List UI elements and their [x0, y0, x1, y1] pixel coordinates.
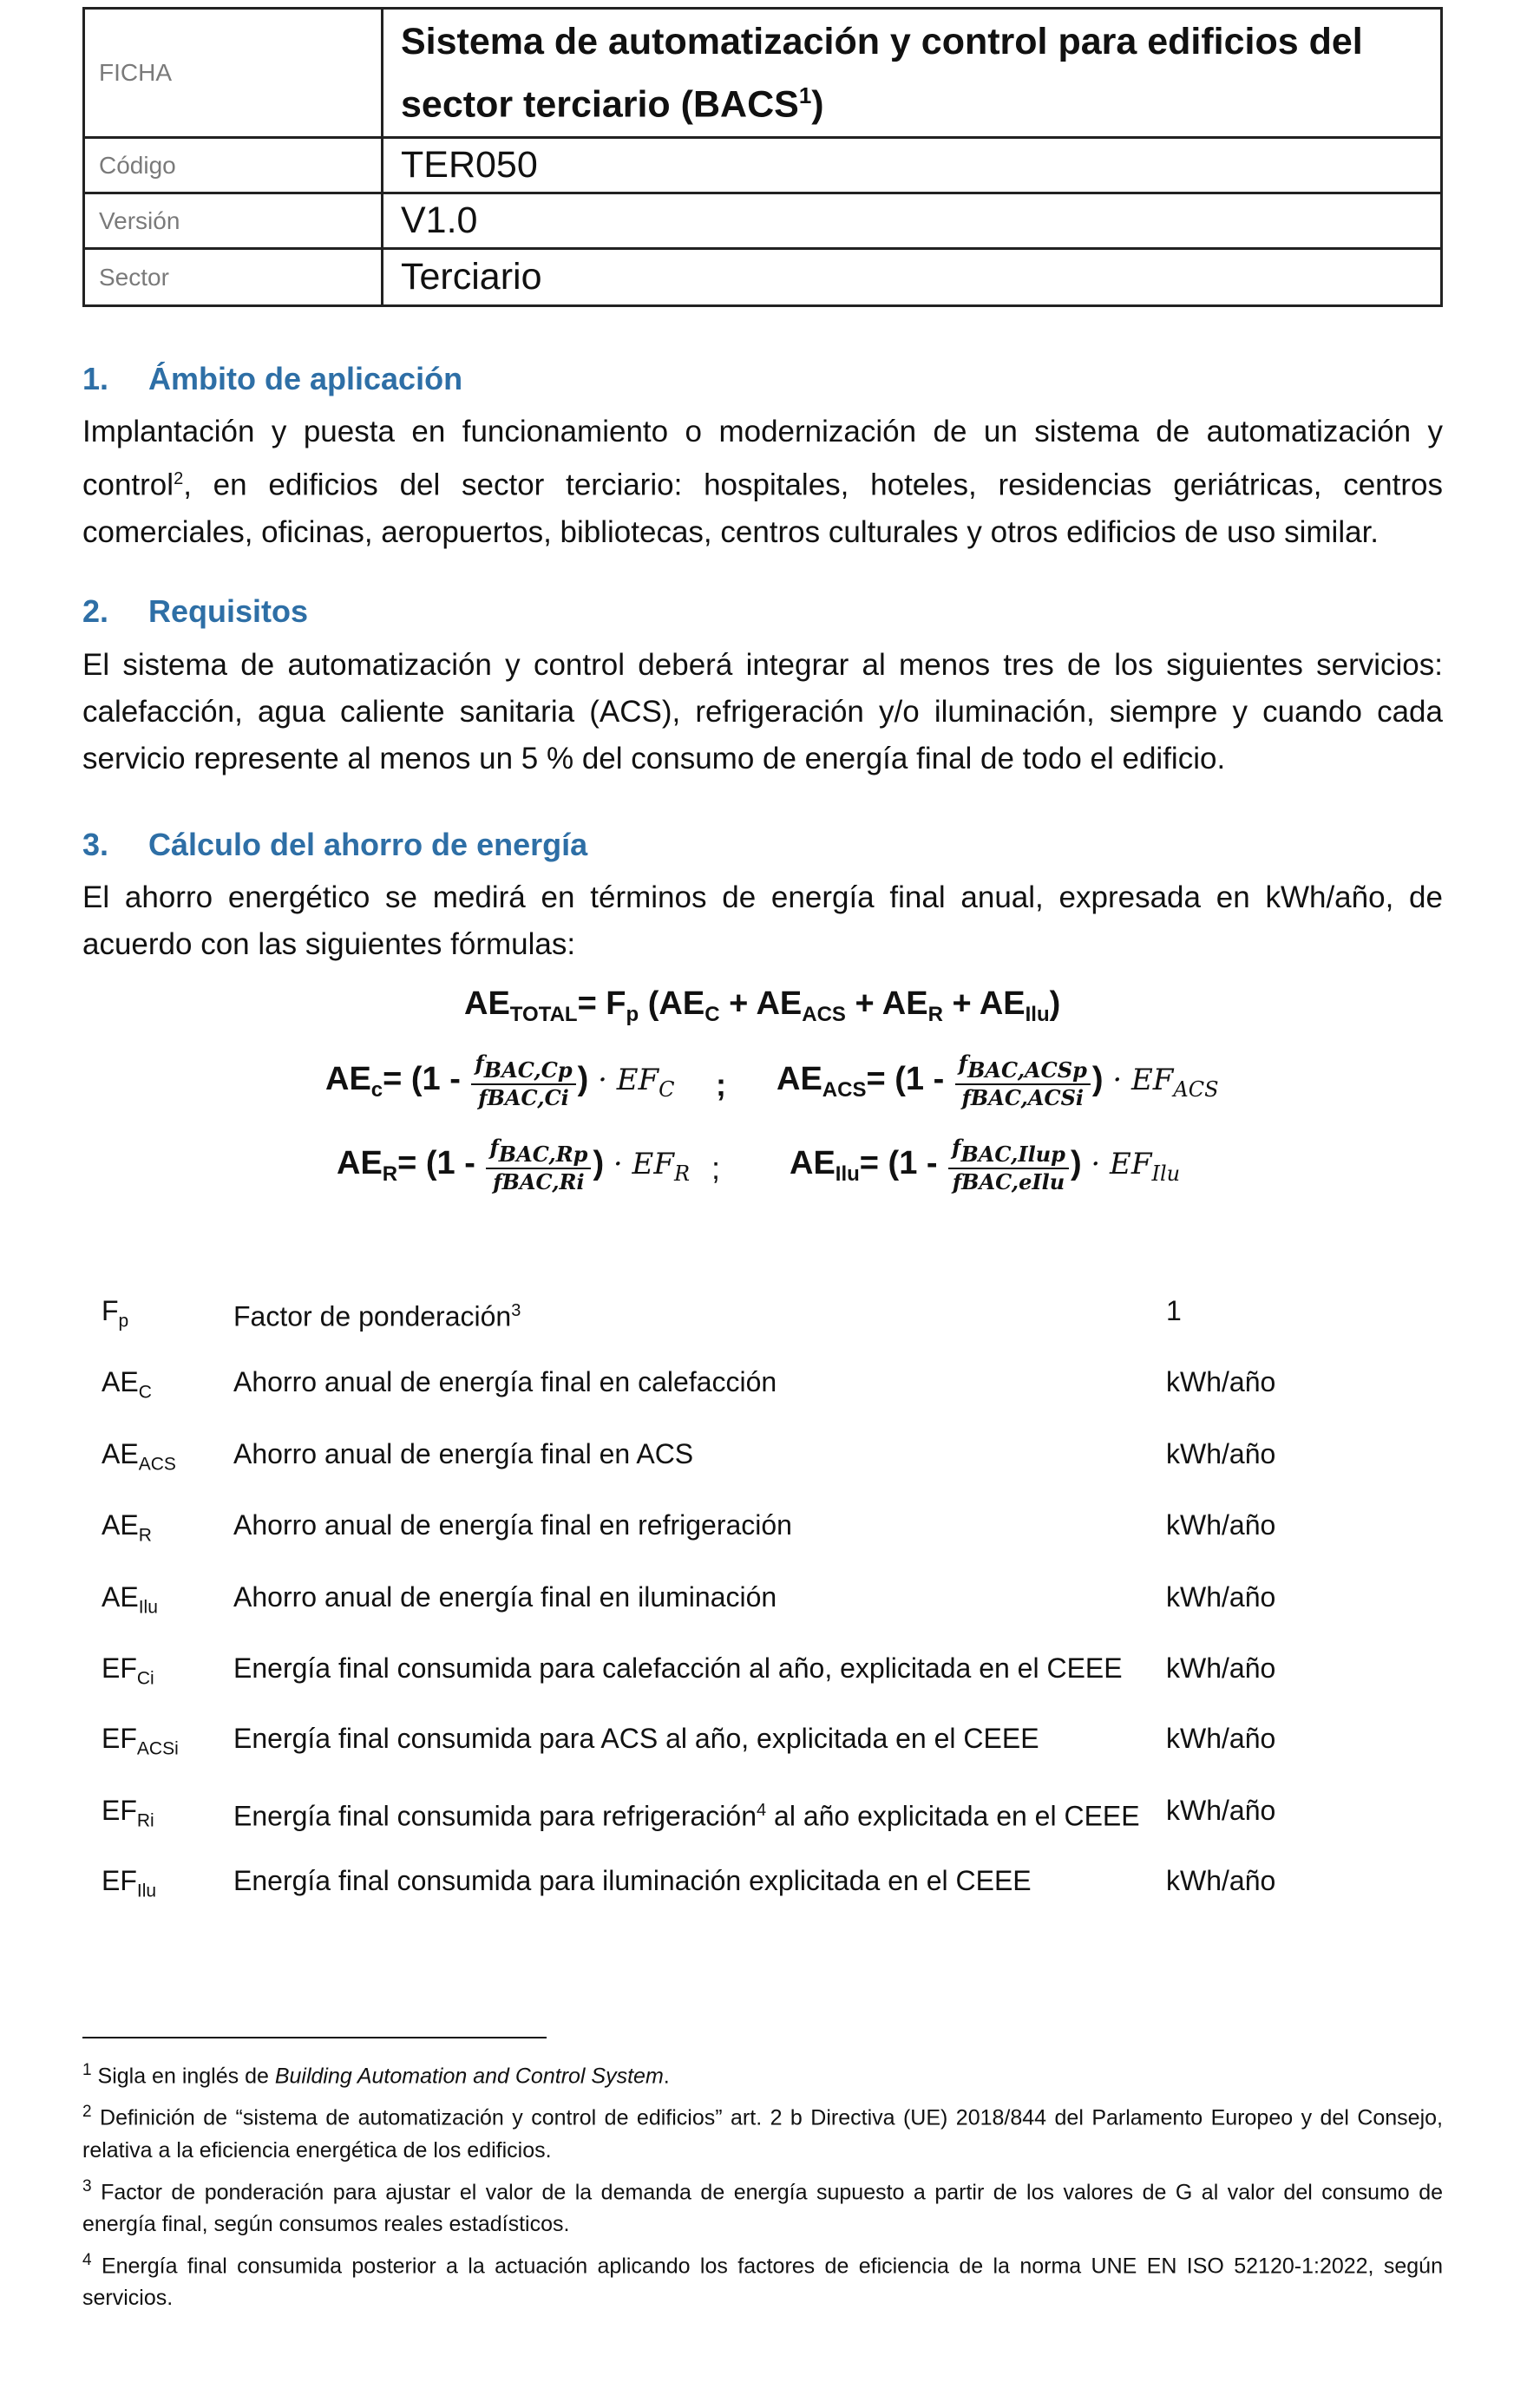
section-1-text: Implantación y puesta en funcionamiento o modernización de un sistema de automatización y control$^2$, en edificios del sector terciario: hospitales, hoteles, residencias geriátricas, centros comerciales, oficinas, aeropuertos, bibliotecas, centros culturales y otros edificios de uso similar.	[82, 415, 1443, 549]
footnote-2: $^2$ Definición de “sistema de automatización y control de edificios” art. 2 b Directiva (UE) 2018/844 del Parlamento Europeo y del Consejo, relativa a la eficiencia energética de los edificios.	[82, 2103, 1443, 2163]
section-1-heading: 1. Ámbito de aplicación	[82, 361, 463, 396]
footnote-separator	[82, 2037, 547, 2038]
section-3-text: El ahorro energético se medirá en términos de energía final anual, expresada en kWh/año, de acuerdo con las siguientes fórmulas:	[82, 880, 1443, 961]
ficha-table	[82, 7, 1443, 307]
list-item: $AE_C$ Ahorro anual de energía final en calefacción kWh/año	[102, 1366, 1276, 1403]
list-item: $AE_{ACS}$ Ahorro anual de energía final en ACS kWh/año	[102, 1437, 1276, 1475]
list-item: $F_p$ Factor de ponderación$^3$ 1	[102, 1295, 1182, 1332]
footnote-3: $^3$ Factor de ponderación para ajustar el valor de la demanda de energía supuesto a partir de los valores de G al valor del consumo de energía final, según consumos reales estadísticos.	[82, 2176, 1443, 2236]
formula-total: $AE_{TOTAL}= F_p$ $(AE_C + AE_{ACS} + AE_R + AE_{Ilu})$	[464, 985, 1061, 1026]
variables-list	[82, 1289, 1443, 1914]
ficha-label: FICHA	[84, 9, 383, 138]
footnotes	[82, 2054, 1443, 2318]
formula-calefaccion: $AE_c= (1$ - $\frac{f_{BAC,Cp}}{\text{fBAC,Ci}}$ ) · $EF_C$	[325, 1050, 675, 1110]
version-value: V1.0	[383, 193, 1442, 249]
list-item: $EF_{ACSi}$ Energía final consumida para ACS al año, explicitada en el CEEE kWh/año	[102, 1723, 1276, 1759]
formula-acs: $AE_{ACS}= (1$ - $\frac{f_{BAC,ACSp}}{\text{fBAC,ACSi}}$ ) · $EF_{ACS}$	[777, 1050, 1219, 1110]
formula-iluminacion: $AE_{Ilu}= (1$ - $\frac{f_{BAC,Ilup}}{\text{fBAC,eIlu}}$ ) · $EF_{Ilu}$	[790, 1135, 1181, 1194]
sector-value: Terciario	[383, 249, 1442, 306]
list-item: $EF_{Ri}$ Energía final consumida para refrigeración$^4$ al año explicitada en el CEEE kWh/año	[102, 1794, 1276, 1832]
semicolon-2: ;	[711, 1150, 721, 1186]
list-item: $EF_{Ci}$ Energía final consumida para calefacción al año, explicitada en el CEEE kWh/año	[102, 1652, 1276, 1689]
document-title: Sistema de automatización y control para edificios del sector terciario (BACS$^1$)	[383, 9, 1442, 138]
section-2-text: El sistema de automatización y control deberá integrar al menos tres de los siguientes servicios: calefacción, agua caliente sanitaria (ACS), refrigeración y/o iluminación, siempre y cuando cada servicio represente al menos un 5 % del consumo de energía final de todo el edificio.	[82, 648, 1443, 775]
footnote-4: $^4$ Energía final consumida posterior a la actuación aplicando los factores de eficiencia de la norma UNE EN ISO 52120-1:2022, según servicios.	[82, 2250, 1443, 2311]
codigo-value: TER050	[383, 138, 1442, 193]
sector-label: Sector	[84, 249, 383, 306]
formula-refrigeracion: $AE_R= (1$ - $\frac{f_{BAC,Rp}}{\text{fBAC,Ri}}$ ) · $EF_R$	[337, 1135, 691, 1194]
codigo-label: Código	[84, 138, 383, 193]
version-label: Versión	[84, 193, 383, 249]
section-3-heading: 3. Cálculo del ahorro de energía	[82, 827, 588, 862]
document-page	[82, 7, 1443, 2311]
list-item: $EF_{Ilu}$ Energía final consumida para iluminación explicitada en el CEEE kWh/año	[102, 1865, 1276, 1901]
footnote-1: $^1$ Sigla en inglés de Building Automation and Control System.	[82, 2061, 670, 2089]
semicolon-1: ;	[716, 1067, 726, 1103]
list-item: $AE_{Ilu}$ Ahorro anual de energía final en iluminación kWh/año	[102, 1580, 1276, 1617]
section-2-heading: 2. Requisitos	[82, 593, 309, 629]
list-item: $AE_R$ Ahorro anual de energía final en refrigeración kWh/año	[102, 1509, 1276, 1546]
